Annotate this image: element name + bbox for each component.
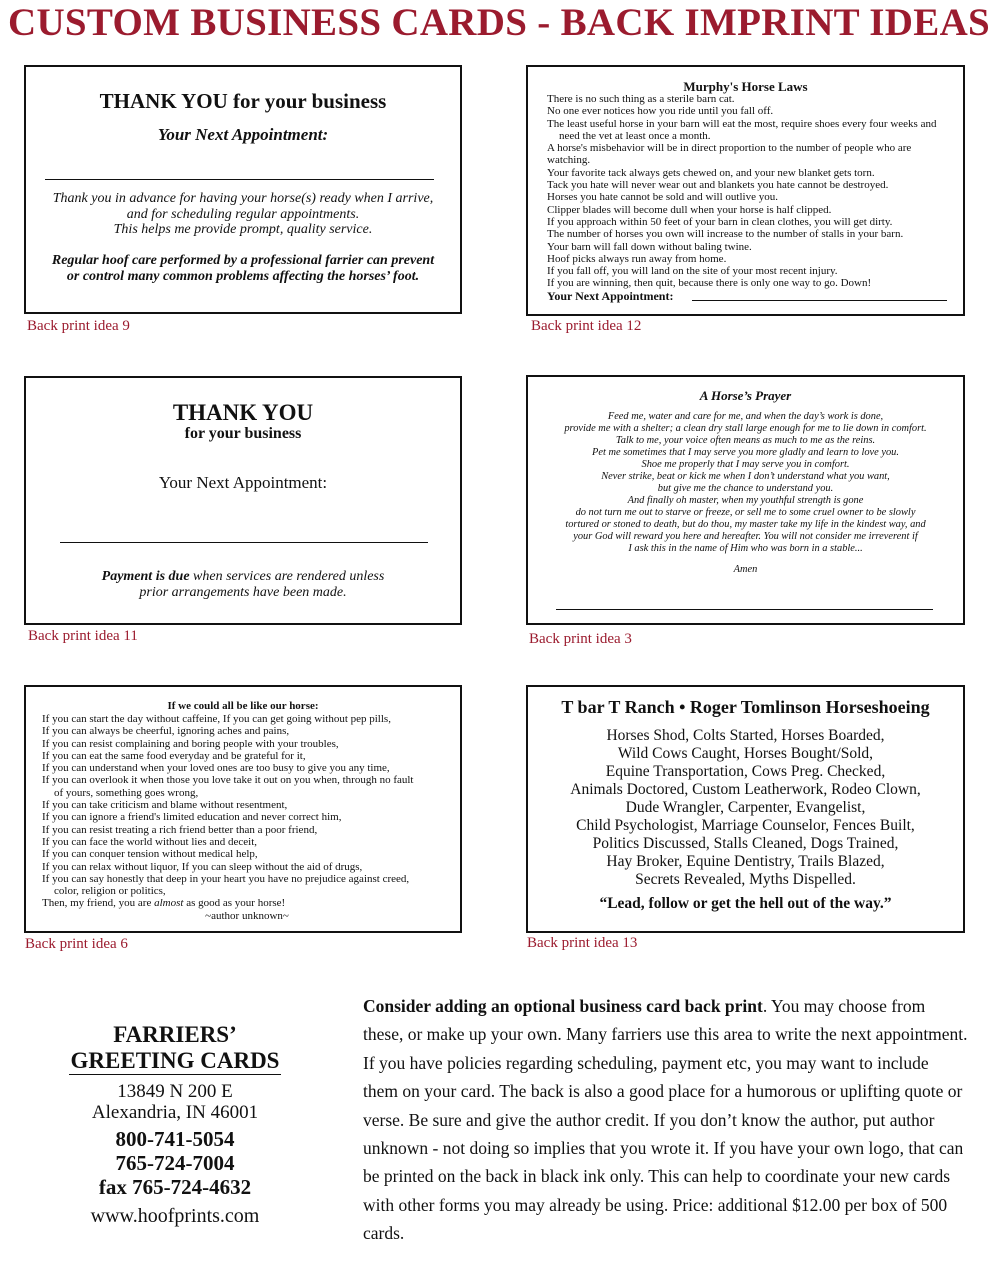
- card6-last-post: as good as your horse!: [183, 897, 286, 910]
- list-item: Tack you hate will never wear out and blankets you hate cannot be destroyed.: [547, 179, 889, 192]
- list-item: If you fall off, you will land on the site of your most recent injury.: [547, 265, 838, 278]
- list-item: Animals Doctored, Custom Leatherwork, Rodeo Clown,: [570, 781, 921, 798]
- caption-idea-9: Back print idea 9: [27, 318, 130, 334]
- card6-author: ~author unknown~: [205, 909, 289, 922]
- list-item: but give me the chance to understand you.: [657, 483, 834, 494]
- card9-p1-line: Thank you in advance for having your horse(s) ready when I arrive,: [52, 191, 434, 206]
- list-item: If you can overlook it when those you love take it out on you when, through no fault: [42, 774, 414, 787]
- list-item: Hoof picks always run away from home.: [547, 252, 727, 265]
- list-item: If you are winning, then quit, because there is only one way to go. Down!: [547, 277, 872, 290]
- list-item: There is no such thing as a sterile barn cat.: [547, 93, 735, 105]
- card11-appointment-label: Your Next Appointment:: [158, 473, 328, 492]
- list-item: Clipper blades will become dull when your horse is half clipped.: [547, 203, 832, 216]
- list-item: Shoe me properly that I may serve you in comfort.: [641, 459, 850, 470]
- list-item: of yours, something goes wrong,: [54, 786, 199, 799]
- list-item: tortured or stoned to death, but do thou, my master take my life in the kindest way, and: [565, 519, 926, 530]
- list-item: color, religion or politics,: [54, 885, 166, 898]
- card9-heading: THANK YOU for your business: [99, 89, 387, 113]
- company-address-street: 13849 N 200 E: [117, 1081, 233, 1102]
- card11-appointment-line: [60, 542, 428, 543]
- caption-idea-3: Back print idea 3: [529, 631, 632, 647]
- list-item: If you can resist treating a rich friend better than a poor friend,: [42, 823, 318, 836]
- list-item: need the vet at least once a month.: [559, 129, 711, 142]
- list-item: do not turn me out to starve or freeze, or sell me to some cruel owner to be slowly: [575, 507, 916, 518]
- list-item: Equine Transportation, Cows Preg. Checked,: [605, 763, 886, 780]
- list-item: Hay Broker, Equine Dentistry, Trails Blazed,: [606, 853, 885, 870]
- company-website: www.hoofprints.com: [90, 1205, 260, 1227]
- card9-p2-line: Regular hoof care performed by a professional farrier can prevent: [51, 253, 435, 268]
- list-item: If you can say honestly that deep in your heart you have no prejudice against creed,: [42, 872, 410, 885]
- card6-last-pre: Then, my friend, you are: [42, 897, 155, 910]
- card3-appointment-line: [556, 609, 933, 610]
- card3-prayer-text: [534, 411, 957, 555]
- list-item: Feed me, water and care for me, and when the day’s work is done,: [607, 411, 884, 422]
- card9-subheading: Your Next Appointment:: [157, 125, 329, 144]
- list-item: Politics Discussed, Stalls Cleaned, Dogs Trained,: [592, 835, 899, 852]
- list-item: Dude Wrangler, Carpenter, Evangelist,: [625, 799, 866, 816]
- card-back-print-3: [526, 375, 965, 625]
- card11-payment-line2: prior arrangements have been made.: [139, 584, 347, 600]
- company-phone-tollfree: 800-741-5054: [115, 1127, 235, 1151]
- list-item: If you can resist complaining and boring people with your troubles,: [42, 737, 339, 750]
- company-fax: fax 765-724-4632: [98, 1175, 252, 1199]
- card-back-print-6: [24, 685, 462, 933]
- list-item: your God will reward you here and hereafter. You will not consider me irreverent if: [573, 531, 918, 542]
- card9-p1-line: This helps me provide prompt, quality service.: [113, 222, 373, 237]
- list-item: Wild Cows Caught, Horses Bought/Sold,: [617, 745, 874, 762]
- caption-idea-12: Back print idea 12: [531, 318, 642, 334]
- card13-quote: “Lead, follow or get the hell out of the way.”: [599, 895, 892, 912]
- card13-heading: T bar T Ranch • Roger Tomlinson Horseshoeing: [561, 697, 930, 717]
- card11-payment-note: [32, 569, 454, 600]
- card-back-print-11: [24, 376, 462, 625]
- card3-amen: Amen: [733, 564, 758, 575]
- list-item: Secrets Revealed, Myths Dispelled.: [635, 871, 856, 888]
- card12-appointment-line: [692, 300, 947, 301]
- list-item: If you can ignore a friend's limited education and never correct him,: [42, 811, 342, 824]
- list-item: provide me with a shelter; a clean dry stall large enough for me to lie down in comfort.: [564, 423, 927, 434]
- caption-idea-6: Back print idea 6: [25, 936, 128, 952]
- info-lead: Consider adding an optional business card back print: [363, 996, 763, 1016]
- card12-appointment-label: Your Next Appointment:: [547, 289, 674, 303]
- card11-payment-bold: Payment is due: [101, 569, 190, 584]
- list-item: If you approach within 50 feet of your barn in clean clothes, you will get dirty.: [547, 215, 893, 228]
- list-item: Your barn will fall down without baling twine.: [547, 240, 752, 253]
- list-item: If you can take criticism and blame without resentment,: [42, 799, 288, 812]
- list-item: [42, 897, 452, 909]
- card-back-print-9: [24, 65, 462, 314]
- caption-idea-13: Back print idea 13: [527, 935, 638, 951]
- list-item: A horse's misbehavior will be in direct proportion to the number of people who are watching.: [547, 142, 912, 167]
- list-item: Horses Shod, Colts Started, Horses Boarded,: [606, 727, 885, 744]
- card11-payment-rest: when services are rendered unless: [189, 569, 385, 584]
- list-item: If you can start the day without caffeine, If you can get going without pep pills,: [42, 713, 391, 725]
- list-item: The least useful horse in your barn will eat the most, require shoes every four weeks and: [547, 117, 937, 130]
- company-name-line-2: GREETING CARDS: [70, 1048, 280, 1073]
- card9-p1-line: and for scheduling regular appointments.: [126, 206, 360, 222]
- card9-p2-line: or control many common problems affecting the horses’ foot.: [66, 268, 420, 284]
- card-back-print-13: [526, 685, 965, 933]
- list-item: Never strike, beat or kick me when I don’t understand what you want,: [601, 471, 890, 482]
- card9-paragraph-1: [32, 191, 454, 238]
- company-address-city: Alexandria, IN 46001: [91, 1102, 259, 1123]
- list-item: If you can eat the same food everyday and be grateful for it,: [42, 749, 306, 762]
- list-item: Your favorite tack always gets chewed on, and your new blanket gets torn.: [547, 166, 875, 179]
- list-item: Talk to me, your voice often means as much to me as the reins.: [615, 435, 876, 446]
- list-item: If you can always be cheerful, ignoring aches and pains,: [42, 725, 290, 738]
- card6-last-emphasis: almost: [154, 897, 184, 910]
- card3-heading: A Horse’s Prayer: [699, 388, 792, 403]
- card11-subheading: for your business: [184, 425, 302, 442]
- list-item: The number of horses you own will increase to the number of stalls in your barn.: [547, 228, 904, 241]
- card9-appointment-line: [45, 179, 434, 180]
- company-contact-block: [40, 1022, 310, 1229]
- page-title: CUSTOM BUSINESS CARDS - BACK IMPRINT IDEAS: [8, 1, 991, 44]
- card11-heading: THANK YOU: [172, 400, 314, 425]
- list-item: If you can understand when your loved ones are too busy to give you any time,: [42, 762, 390, 775]
- back-print-info-paragraph: [363, 992, 968, 1248]
- company-phone-local: 765-724-7004: [115, 1151, 235, 1175]
- list-item: And finally oh master, when my youthful strength is gone: [627, 495, 864, 506]
- company-name-line-1: FARRIERS’: [113, 1022, 237, 1047]
- card13-services: [528, 727, 963, 889]
- card9-paragraph-2: [32, 253, 454, 284]
- card6-poem: [42, 713, 452, 922]
- card-back-print-12: [526, 65, 965, 316]
- list-item: If you can face the world without lies and deceit,: [42, 835, 258, 848]
- caption-idea-11: Back print idea 11: [28, 628, 138, 644]
- list-item: Pet me sometimes that I may serve you more gladly and learn to love you.: [592, 447, 899, 458]
- card12-heading: Murphy's Horse Laws: [683, 79, 808, 94]
- list-item: If you can conquer tension without medical help,: [42, 848, 258, 861]
- list-item: Child Psychologist, Marriage Counselor, Fences Built,: [576, 817, 915, 834]
- list-item: I ask this in the name of Him who was born in a stable...: [628, 543, 863, 554]
- list-item: No one ever notices how you ride until you fall off.: [547, 105, 774, 118]
- card12-laws-list: [547, 93, 955, 290]
- list-item: If you can relax without liquor, If you can sleep without the aid of drugs,: [42, 860, 363, 873]
- info-body: . You may choose from these, or make up your own. Many farriers use this area to write the next appointment. If you have policies regarding scheduling, payment etc, you may want to include them on your card. The back is also a good place for a humorous or uplifting quote or verse. Be sure and give the author credit. If you don’t know the author, put author unknown - not doing so implies that you wrote it. If you have your own logo, that can be printed on the back in black ink only. This can help to coordinate your new cards with other forms you may already be using. Price: additional $12.00 per box of 500 cards.: [363, 996, 968, 1244]
- list-item: Horses you hate cannot be sold and will outlive you.: [547, 191, 778, 204]
- card6-heading: If we could all be like our horse:: [167, 700, 319, 712]
